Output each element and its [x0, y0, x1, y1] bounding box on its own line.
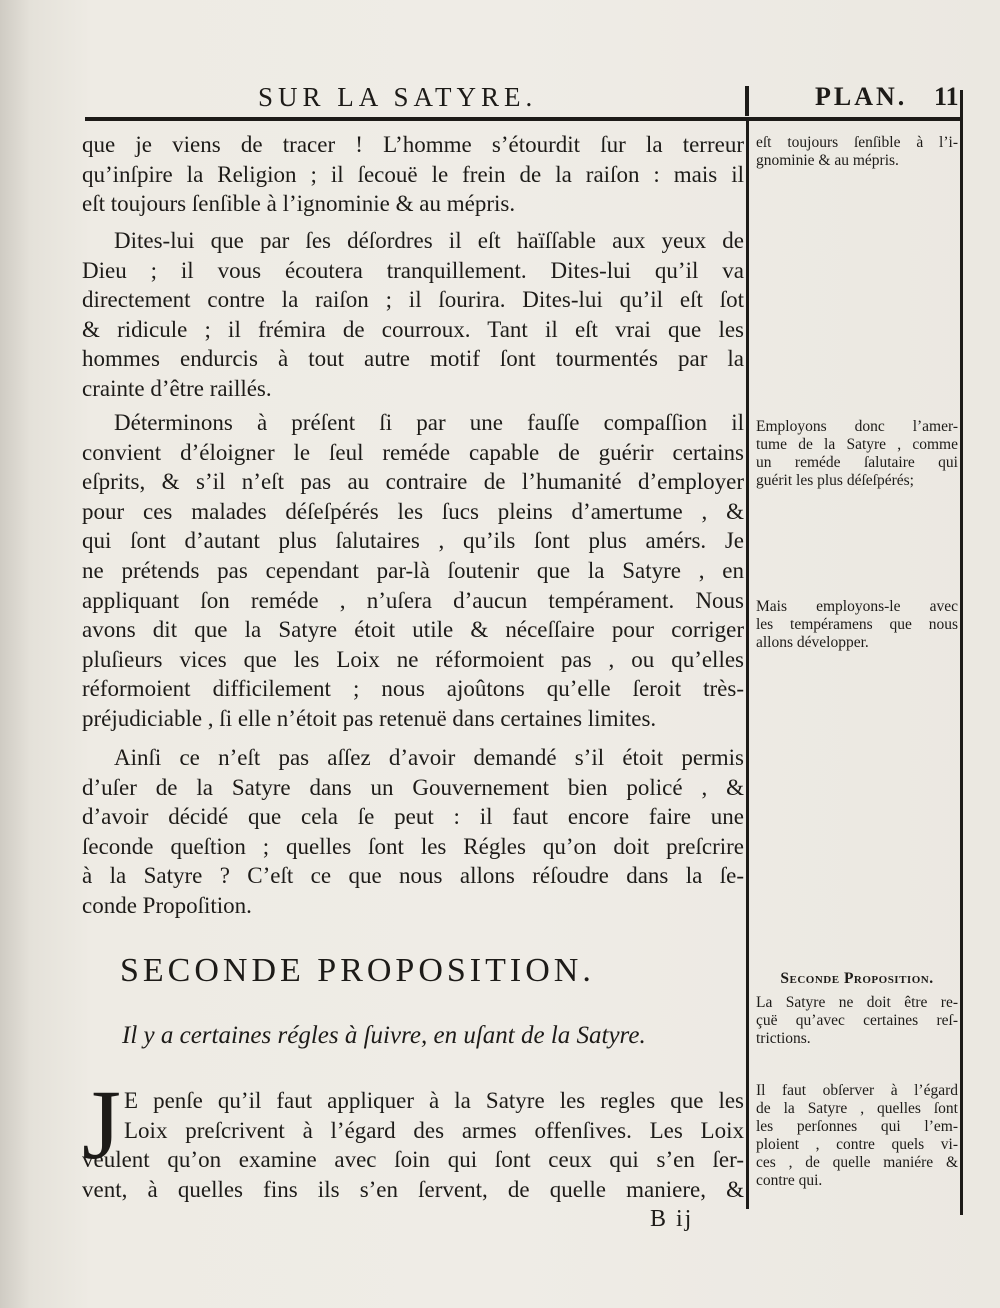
header-divider	[745, 86, 749, 116]
note-line: guérit les plus déſeſpérés;	[756, 472, 914, 489]
drop-cap: J	[82, 1069, 121, 1180]
text-line: eſprits, & s’il n’eſt pas au contraire de l’humanité d’employer	[82, 469, 744, 495]
text-line: préjudiciable , ſi elle n’étoit pas retenuë dans certaines limites.	[82, 705, 657, 731]
text-line: que je viens de tracer ! L’homme s’étourdit ſur la terreur	[82, 132, 744, 157]
text-line: pour ces malades déſeſpérés les ſucs pleins d’amertume , &	[82, 498, 744, 524]
text-line: ſeconde queſtion ; quelles ſont les Régles qu’on doit preſcrire	[82, 833, 744, 859]
text-line: qu’inſpire la Religion ; il ſecouë le frein de la raiſon : mais il	[82, 161, 744, 187]
text-line: avons dit que la Satyre étoit utile & néceſſaire pour corriger	[82, 617, 744, 643]
margin-note-5	[756, 1082, 958, 1190]
paragraph-4	[82, 743, 744, 921]
running-title: SUR LA SATYRE.	[258, 82, 538, 112]
paragraph-5	[124, 1086, 744, 1145]
note-line: tume de la Satyre , comme	[756, 436, 958, 453]
margin-note-4	[756, 970, 958, 1048]
text-line: appliquant ſon reméde , n’uſera d’aucun tempérament. Nous	[82, 587, 744, 613]
note-line: ploient , contre quels vi-	[756, 1136, 958, 1153]
text-line: crainte d’être raillés.	[82, 375, 272, 401]
marginal-heading: PLAN.	[815, 82, 908, 111]
text-line: Déterminons à préſent ſi par une fauſſe compaſſion il	[114, 410, 744, 435]
text-line: réformoient difficilement ; nous ajoûtons qu’elle ſeroit très-	[82, 676, 744, 702]
text-line: ne prétends pas cependant par-là ſoutenir que la Satyre , en	[82, 557, 744, 583]
paragraph-3	[82, 408, 744, 734]
margin-note-3	[756, 598, 958, 652]
paragraph-1	[82, 130, 744, 219]
note-line: La Satyre ne doit être re-	[756, 994, 958, 1011]
text-line: qui ſont d’autant plus ſalutaires , qu’ils ſont plus amérs. Je	[82, 528, 744, 554]
paragraph-2	[82, 226, 744, 404]
note-line: les perſonnes qui l’em-	[756, 1118, 958, 1135]
signature-mark: B ij	[650, 1206, 694, 1232]
note-line: Il faut obſerver à l’égard	[756, 1082, 958, 1099]
note-title: Seconde Proposition.	[780, 970, 934, 987]
section-subheading: Il y a certaines régles à ſuivre, en uſant de la Satyre.	[122, 1022, 646, 1049]
note-line: eſt toujours ſenſible à l’i-	[756, 134, 958, 151]
note-line: contre qui.	[756, 1172, 823, 1189]
text-line: d’uſer de la Satyre dans un Gouvernement bien policé , &	[82, 774, 744, 800]
margin-note-1	[756, 134, 958, 170]
text-line: & ridicule ; il frémira de courroux. Tant il eſt vrai que les	[82, 316, 744, 342]
text-line: conde Propoſition.	[82, 892, 252, 918]
note-line: de la Satyre , quelles ſont	[756, 1100, 958, 1117]
text-line: eſt toujours ſenſible à l’ignominie & au mépris.	[82, 191, 516, 217]
note-line: les tempéramens que nous	[756, 616, 958, 633]
text-line: E penſe qu’il faut appliquer à la Satyre les regles que les	[124, 1088, 744, 1113]
header-rule	[85, 117, 963, 121]
text-line: Ainſi ce n’eſt pas aſſez d’avoir demandé s’il étoit permis	[114, 745, 744, 770]
page-number: 11	[934, 82, 959, 111]
section-heading: SECONDE PROPOSITION.	[120, 952, 595, 989]
margin-note-2	[756, 418, 958, 490]
text-line: d’avoir décidé que cela ſe peut : il faut encore faire une	[82, 804, 744, 830]
text-line: directement contre la raiſon ; il ſourira. Dites-lui qu’il eſt ſot	[82, 287, 744, 313]
text-line: Dites-lui que par ſes déſordres il eſt haïſſable aux yeux de	[114, 228, 744, 253]
text-line: convient d’éloigner le ſeul reméde capable de guérir certains	[82, 439, 744, 465]
note-line: ces , de quelle maniére &	[756, 1154, 958, 1171]
note-line: Employons donc l’amer-	[756, 418, 958, 435]
text-line: Loix preſcrivent à l’égard des armes offenſives. Les Loix	[124, 1117, 744, 1143]
outer-rule	[960, 90, 963, 1215]
paragraph-5-continued	[82, 1145, 744, 1204]
text-line: pluſieurs vices que les Loix ne réformoient pas , ou qu’elles	[82, 646, 744, 672]
note-line: gnominie & au mépris.	[756, 152, 899, 169]
note-line: trictions.	[756, 1030, 811, 1047]
text-line: Dieu ; il vous écoutera tranquillement. Dites-lui qu’il va	[82, 257, 744, 283]
text-line: hommes endurcis à tout autre motif ſont tourmentés par la	[82, 346, 744, 372]
note-line: çuë qu’avec certaines reſ-	[756, 1012, 958, 1029]
text-line: veulent qu’on examine avec ſoin qui ſont ceux qui s’en ſer-	[82, 1147, 744, 1172]
column-rule	[746, 119, 749, 1209]
note-line: un reméde ſalutaire qui	[756, 454, 958, 471]
note-line: allons développer.	[756, 634, 869, 651]
text-line: vent, à quelles fins ils s’en ſervent, de quelle maniere, &	[82, 1176, 744, 1202]
note-line: Mais employons-le avec	[756, 598, 958, 615]
text-line: à la Satyre ? C’eſt ce que nous allons réſoudre dans la ſe-	[82, 863, 744, 889]
